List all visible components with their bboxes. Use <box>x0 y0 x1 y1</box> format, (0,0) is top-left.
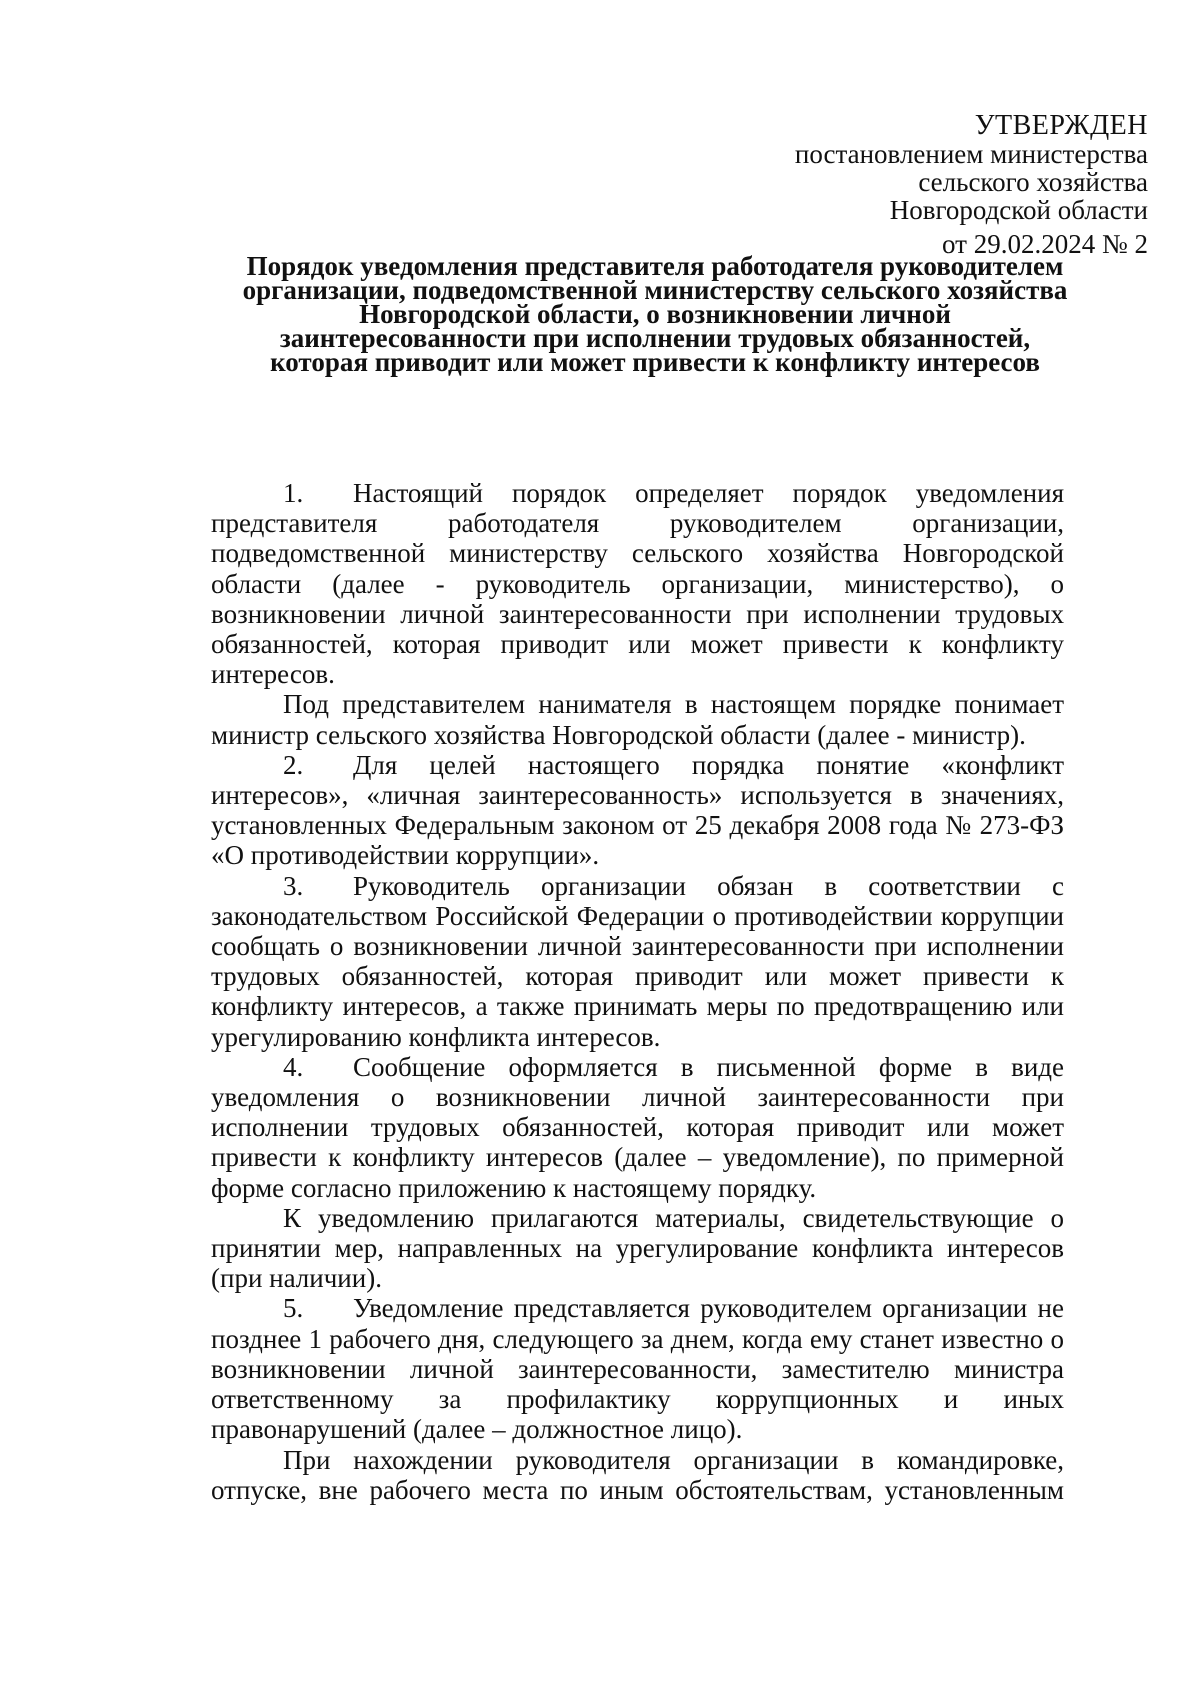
paragraph-text: Под представителем нанимателя в настоящем порядке понимает министр сельского хозяйства Новгородской области (далее - министр). <box>211 689 1064 750</box>
approval-line: Новгородской области <box>889 195 1148 225</box>
paragraph-number: 5. <box>283 1293 304 1324</box>
approval-line: постановлением министерства <box>794 139 1148 169</box>
approval-block <box>628 112 1148 258</box>
paragraph-number: 4. <box>283 1051 304 1082</box>
paragraph-5 <box>211 1293 1064 1444</box>
approval-heading: УТВЕРЖДЕН <box>974 110 1148 141</box>
paragraph-3 <box>211 871 1064 1052</box>
approval-date: от 29.02.2024 № 2 <box>942 229 1148 259</box>
paragraph-4-continued <box>211 1203 1064 1294</box>
document-body <box>211 478 1064 1505</box>
paragraph-text: Сообщение оформляется в письменной форме в виде уведомления о возникновении личной заинтересованности при исполнении трудовых обязанностей, которая приводит или может привести к конфликту интересов (далее – уведомление), по примерной форме согласно приложению к настоящему порядку. <box>211 1051 1064 1203</box>
paragraph-number: 2. <box>283 749 304 780</box>
paragraph-text: Уведомление представляется руководителем организации не позднее 1 рабочего дня, следующего за днем, когда ему станет известно о возникновении личной заинтересованности, заместителю министра ответственному за профилактику коррупционных и иных правонарушений (далее – должностное лицо). <box>211 1293 1064 1445</box>
paragraph-2 <box>211 750 1064 871</box>
paragraph-4 <box>211 1052 1064 1203</box>
paragraph-1-continued <box>211 689 1064 749</box>
approval-line: сельского хозяйства <box>918 167 1148 197</box>
document-title: Порядок уведомления представителя работодателя руководителем организации, подведомственной министерству сельского хозяйства Новгородской области, о возникновении личной заинтересованности при исполнении трудовых обязанностей, которая приводит или может привести к конфликту интересов <box>242 251 1068 377</box>
paragraph-text: Настоящий порядок определяет порядок уведомления представителя работодателя руководителем организации, подведомственной министерству сельского хозяйства Новгородской области (далее - руководитель организации, министерство), о возникновении личной заинтересованности при исполнении трудовых обязанностей, которая приводит или может привести к конфликту интересов. <box>211 478 1064 690</box>
paragraph-text: Для целей настоящего порядка понятие «конфликт интересов», «личная заинтересованность» используется в значениях, установленных Федеральным законом от 25 декабря 2008 года № 273-ФЗ «О противодействии коррупции». <box>211 749 1064 871</box>
paragraph-text: Руководитель организации обязан в соответствии с законодательством Российской Федерации о противодействии коррупции сообщать о возникновении личной заинтересованности при исполнении трудовых обязанностей, которая приводит или может привести к конфликту интересов, а также принимать меры по предотвращению или урегулированию конфликта интересов. <box>211 870 1064 1052</box>
paragraph-text: К уведомлению прилагаются материалы, свидетельствующие о принятии мер, направленных на урегулирование конфликта интересов (при наличии). <box>211 1202 1064 1294</box>
paragraph-number: 1. <box>283 478 304 508</box>
paragraph-1 <box>211 478 1064 689</box>
paragraph-text: При нахождении руководителя организации в командировке, отпуске, вне рабочего места по иным обстоятельствам, установленным <box>211 1444 1064 1505</box>
paragraph-number: 3. <box>283 870 304 901</box>
paragraph-5-continued <box>211 1445 1064 1505</box>
